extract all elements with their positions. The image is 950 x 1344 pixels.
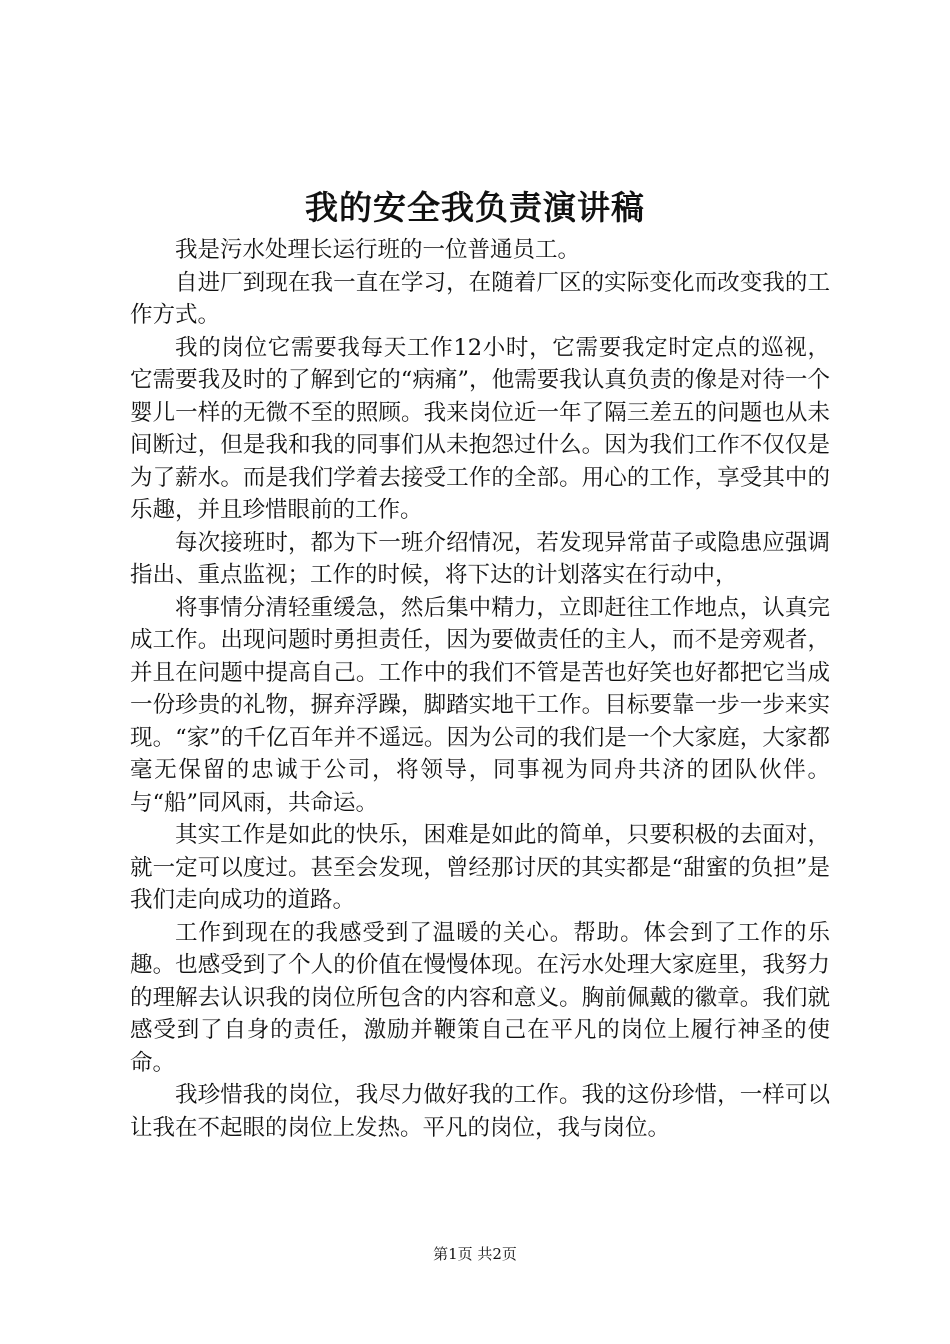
paragraph: 自进厂到现在我一直在学习，在随着厂区的实际变化而改变我的工作方式。 <box>130 269 830 328</box>
document-title: 我的安全我负责演讲稿 <box>305 188 645 227</box>
paragraph: 其实工作是如此的快乐，困难是如此的简单，只要积极的去面对，就一定可以度过。甚至会发现，曾经那讨厌的其实都是“甜蜜的负担”是我们走向成功的道路。 <box>130 822 830 913</box>
paragraph: 我的岗位它需要我每天工作12小时，它需要我定时定点的巡视，它需要我及时的了解到它的“病痛”，他需要我认真负责的像是对待一个婴儿一样的无微不至的照顾。我来岗位近一年了隔三差五的问题也从未间断过，但是我和我的同事们从未抱怨过什么。因为我们工作不仅仅是为了薪水。而是我们学着去接受工作的全部。用心的工作，享受其中的乐趣，并且珍惜眼前的工作。 <box>130 334 830 523</box>
paragraph: 工作到现在的我感受到了温暖的关心。帮助。体会到了工作的乐趣。也感受到了个人的价值在慢慢体现。在污水处理大家庭里，我努力的理解去认识我的岗位所包含的内容和意义。胸前佩戴的徽章。我们就感受到了自身的责任，激励并鞭策自己在平凡的岗位上履行神圣的使命。 <box>130 919 830 1076</box>
document-body <box>130 234 830 1144</box>
page-number-footer: 第1页 共2页 <box>433 1245 517 1263</box>
paragraph: 我是污水处理长运行班的一位普通员工。 <box>175 237 581 263</box>
paragraph: 我珍惜我的岗位，我尽力做好我的工作。我的这份珍惜，一样可以让我在不起眼的岗位上发热。平凡的岗位，我与岗位。 <box>130 1082 830 1141</box>
paragraph: 每次接班时，都为下一班介绍情况，若发现异常苗子或隐患应强调指出、重点监视；工作的时候，将下达的计划落实在行动中， <box>130 529 830 588</box>
paragraph: 将事情分清轻重缓急，然后集中精力，立即赶往工作地点，认真完成工作。出现问题时勇担责任，因为要做责任的主人，而不是旁观者，并且在问题中提高自己。工作中的我们不管是苦也好笑也好都把它当成一份珍贵的礼物，摒弃浮躁，脚踏实地干工作。目标要靠一步一步来实现。“家”的千亿百年并不遥远。因为公司的我们是一个大家庭，大家都毫无保留的忠诚于公司，将领导，同事视为同舟共济的团队伙伴。与“船”同风雨，共命运。 <box>130 594 830 816</box>
